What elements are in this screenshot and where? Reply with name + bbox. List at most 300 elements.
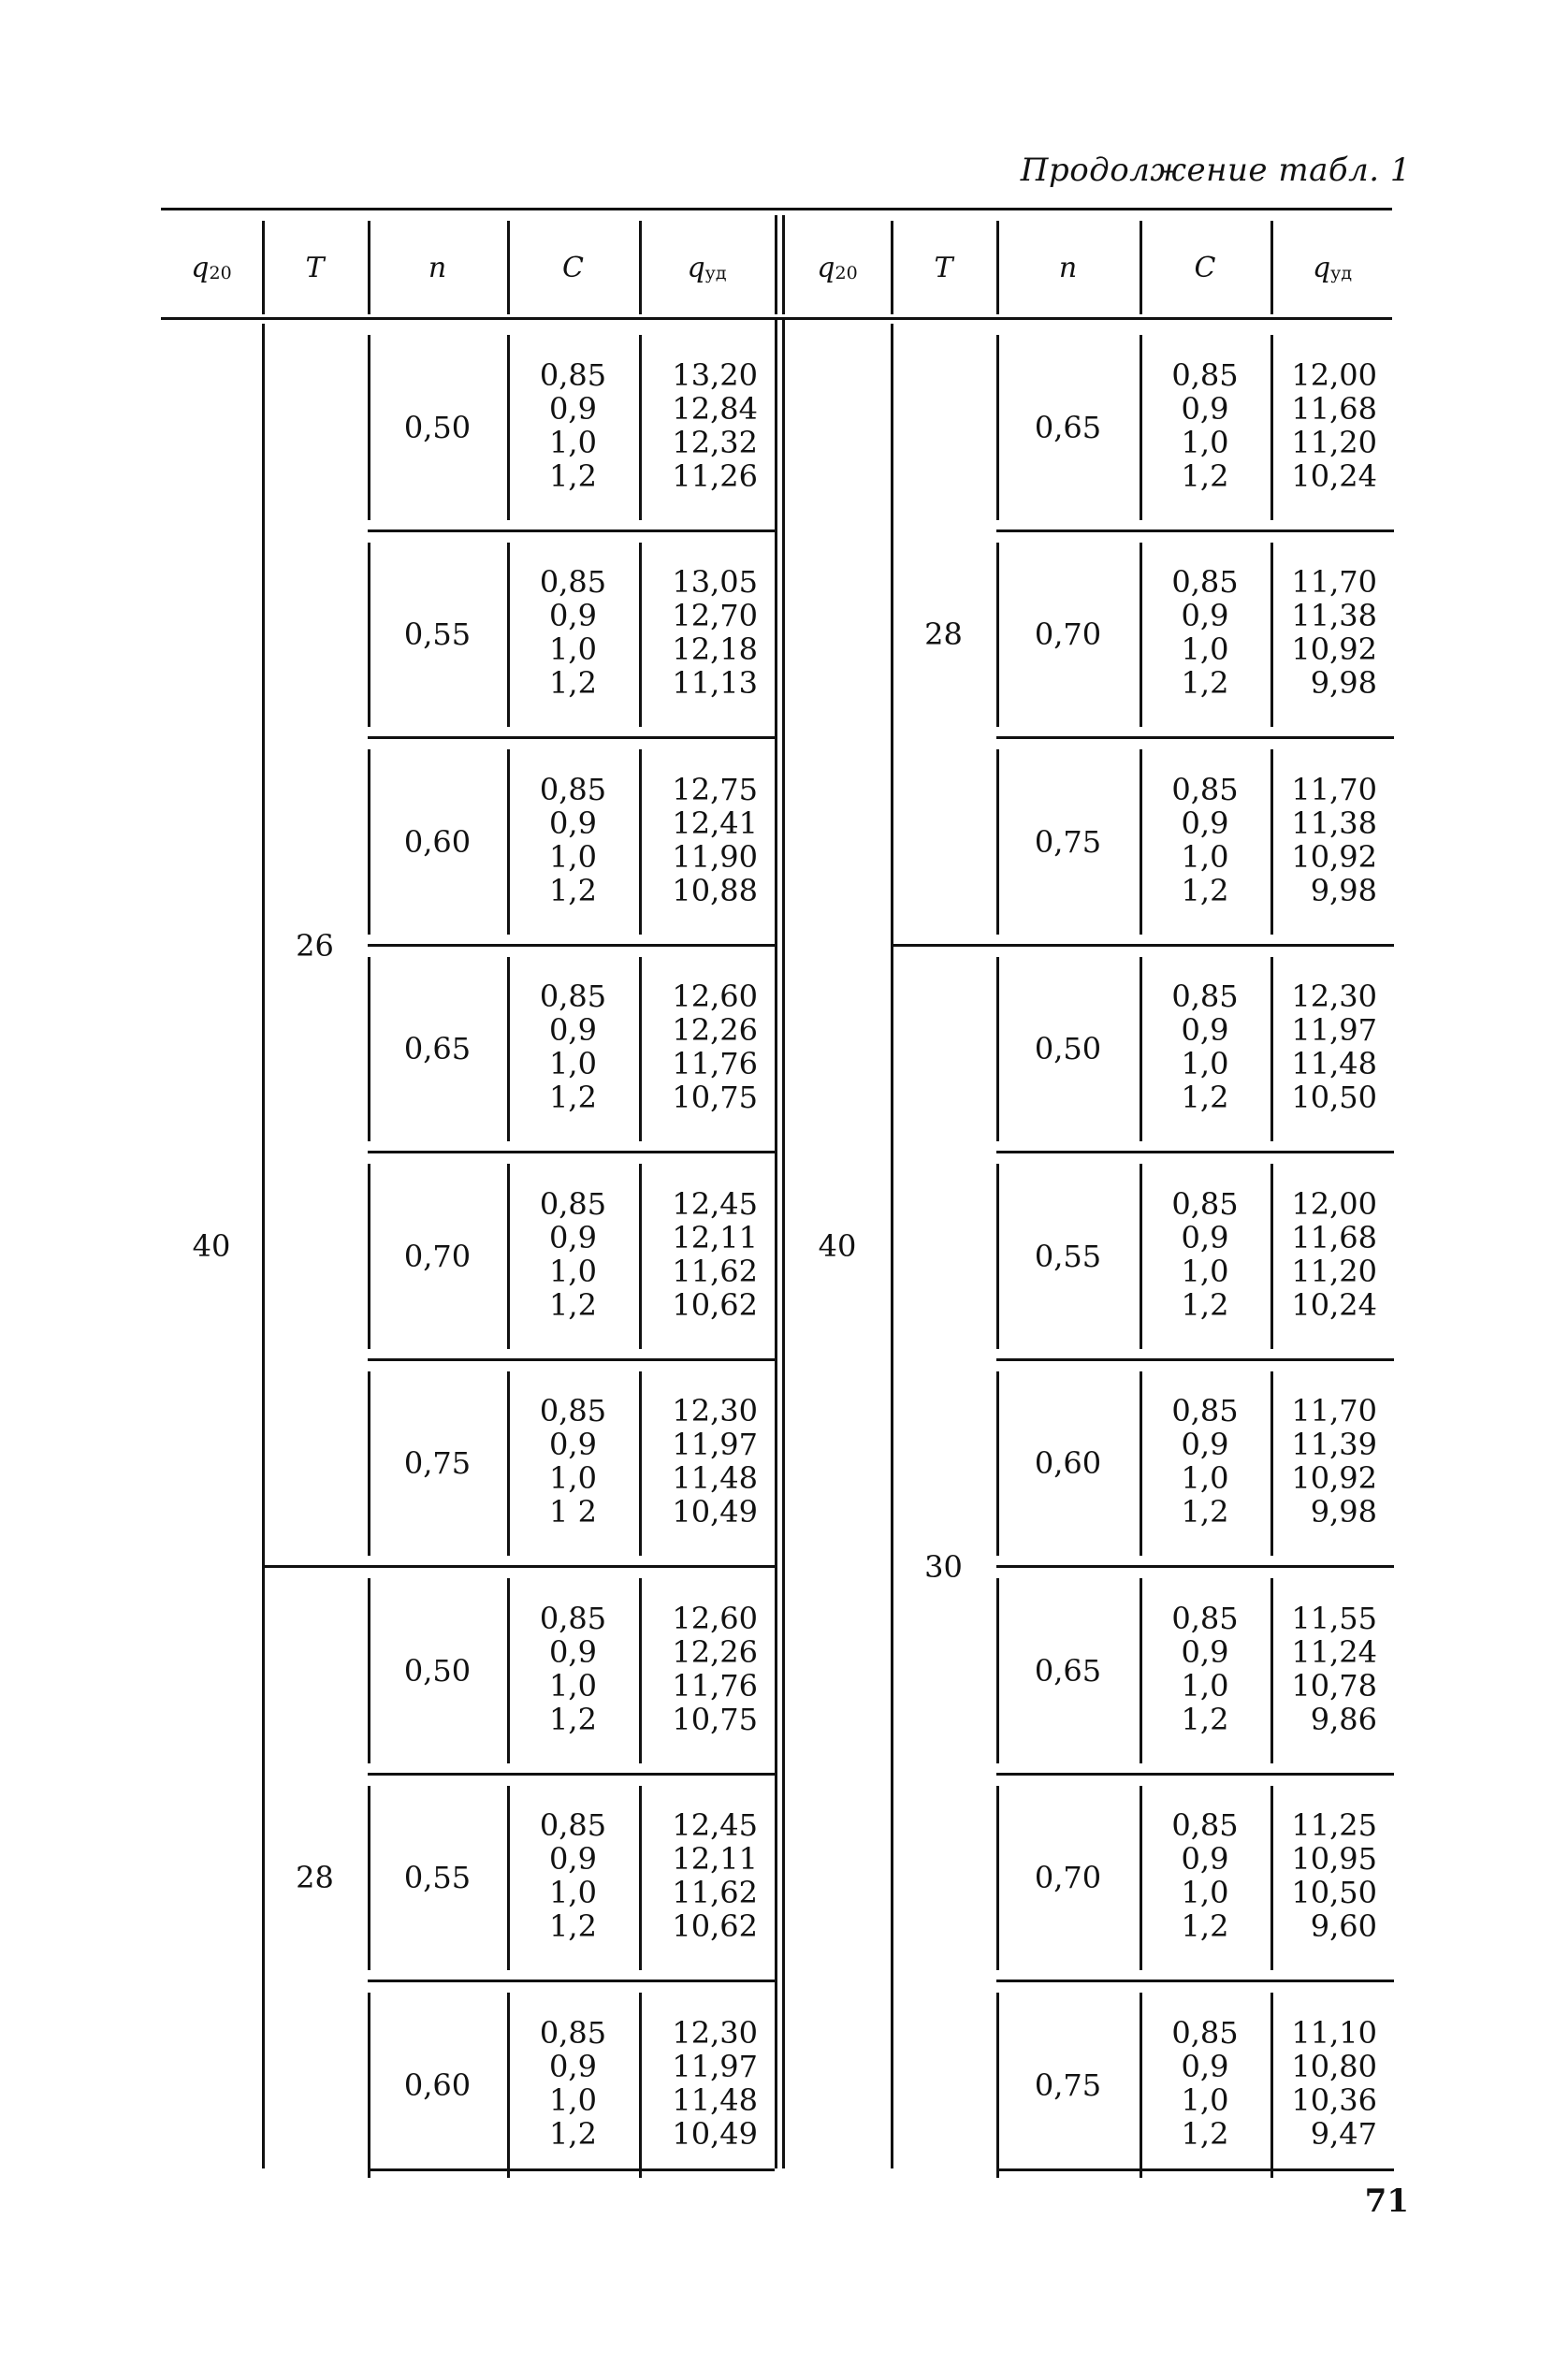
C-value: 1,0 xyxy=(1181,838,1229,875)
C-value: 1,0 xyxy=(1181,1667,1229,1704)
C-value: 1,2 xyxy=(1181,1494,1229,1530)
C-value: 1,0 xyxy=(1181,1875,1229,1911)
T-column-divider xyxy=(891,324,893,2168)
row-divider xyxy=(1270,335,1273,520)
n-value: 0,75 xyxy=(1034,823,1102,860)
C-values xyxy=(1140,1987,1270,2180)
C-value: 0,9 xyxy=(549,1633,597,1670)
qud-values xyxy=(639,951,775,1144)
row-divider xyxy=(996,1164,999,1349)
C-value: 1,2 xyxy=(549,1908,597,1945)
qud-value: 12,30 xyxy=(672,2014,758,2051)
qud-value: 10,78 xyxy=(1291,1667,1377,1704)
C-values xyxy=(507,1158,639,1351)
C-value: 0,85 xyxy=(539,2014,607,2051)
qud-value: 11,13 xyxy=(672,665,758,702)
header-symbol: T xyxy=(934,251,953,284)
row-divider xyxy=(996,1371,999,1557)
qud-values xyxy=(1270,1158,1394,1351)
qud-value: 12,30 xyxy=(1291,979,1377,1015)
qud-value: 13,20 xyxy=(672,356,758,393)
T-column-divider xyxy=(262,324,265,2168)
qud-value: 9,98 xyxy=(1310,1494,1377,1530)
qud-value: 11,55 xyxy=(1291,1600,1377,1636)
C-value: 0,9 xyxy=(1181,805,1229,841)
C-value: 1,0 xyxy=(549,1253,597,1289)
C-values xyxy=(507,537,639,730)
C-value: 0,85 xyxy=(539,1185,607,1222)
C-value: 0,9 xyxy=(549,1841,597,1878)
C-value: 0,85 xyxy=(539,356,607,393)
qud-value: 11,48 xyxy=(672,2081,758,2118)
header-divider xyxy=(368,221,370,314)
row-separator xyxy=(996,1151,1394,1153)
row-divider xyxy=(639,957,642,1142)
right-q20-value: 40 xyxy=(818,1228,857,1264)
C-value: 0,9 xyxy=(1181,598,1229,634)
C-value: 1,2 xyxy=(549,1080,597,1116)
C-value: 0,85 xyxy=(1171,2014,1239,2051)
row-divider xyxy=(1140,335,1142,520)
header-divider xyxy=(1270,221,1273,314)
qud-value: 10,92 xyxy=(1291,631,1377,668)
qud-value: 12,26 xyxy=(672,1012,758,1049)
qud-value: 11,38 xyxy=(1291,598,1377,634)
left-header-C xyxy=(507,221,639,314)
qud-value: 12,60 xyxy=(672,979,758,1015)
row-divider xyxy=(368,957,370,1142)
qud-value: 12,00 xyxy=(1291,1185,1377,1222)
right-header-qud xyxy=(1270,221,1394,314)
qud-value: 12,11 xyxy=(672,1219,758,1255)
qud-values xyxy=(1270,537,1394,730)
C-value: 0,85 xyxy=(1171,356,1239,393)
qud-value: 11,25 xyxy=(1291,1807,1377,1844)
right-header-q20 xyxy=(784,221,891,314)
row-separator xyxy=(996,1358,1394,1361)
C-values xyxy=(507,1366,639,1559)
C-value: 0,9 xyxy=(1181,1633,1229,1670)
header-symbol: q xyxy=(687,251,705,284)
n-value: 0,70 xyxy=(1034,616,1102,653)
n-value: 0,65 xyxy=(403,1031,472,1067)
C-value: 0,85 xyxy=(1171,1600,1239,1636)
C-value: 1,0 xyxy=(549,631,597,668)
row-divider xyxy=(507,543,510,728)
qud-value: 12,84 xyxy=(672,390,758,427)
C-value: 0,85 xyxy=(1171,564,1239,601)
C-values xyxy=(1140,537,1270,730)
right-header-n xyxy=(996,221,1140,314)
qud-value: 9,47 xyxy=(1310,2115,1377,2152)
row-divider xyxy=(1270,1371,1273,1557)
C-value: 1,0 xyxy=(1181,1253,1229,1289)
C-value: 1,2 xyxy=(1181,457,1229,494)
C-values xyxy=(1140,1366,1270,1559)
n-value: 0,55 xyxy=(403,1860,472,1896)
row-separator xyxy=(996,736,1394,739)
header-divider xyxy=(262,221,265,314)
qud-values xyxy=(639,1158,775,1351)
qud-value: 9,60 xyxy=(1310,1908,1377,1945)
qud-values xyxy=(639,744,775,936)
row-divider xyxy=(1270,543,1273,728)
row-divider xyxy=(507,749,510,935)
C-value: 1,2 xyxy=(1181,872,1229,908)
qud-values xyxy=(639,1573,775,1765)
C-value: 1,0 xyxy=(549,1875,597,1911)
qud-value: 11,97 xyxy=(1291,1012,1377,1049)
right-header-T xyxy=(891,221,996,314)
row-divider xyxy=(507,1786,510,1971)
C-value: 0,85 xyxy=(539,1600,607,1636)
qud-value: 11,70 xyxy=(1291,564,1377,601)
n-value: 0,50 xyxy=(403,409,472,445)
row-divider xyxy=(639,1786,642,1971)
row-divider xyxy=(507,1164,510,1349)
left-header-qud xyxy=(639,221,775,314)
header-symbol: q xyxy=(191,251,210,284)
qud-value: 10,50 xyxy=(1291,1080,1377,1116)
C-value: 1,2 xyxy=(549,2115,597,2152)
header-symbol: q xyxy=(1312,251,1331,284)
qud-value: 11,76 xyxy=(672,1046,758,1082)
center-double-divider xyxy=(775,320,777,2168)
C-values xyxy=(507,1987,639,2180)
qud-value: 11,48 xyxy=(672,1460,758,1497)
qud-value: 12,32 xyxy=(672,424,758,460)
C-value: 1,0 xyxy=(549,1460,597,1497)
qud-values xyxy=(1270,744,1394,936)
table-bottom-rule xyxy=(368,2168,775,2171)
C-value: 0,85 xyxy=(539,1807,607,1844)
header-symbol: C xyxy=(1194,251,1216,284)
C-value: 0,9 xyxy=(549,1427,597,1463)
C-value: 1 2 xyxy=(549,1494,597,1530)
left-T-group-0: 26 xyxy=(296,927,334,964)
row-divider xyxy=(1140,1578,1142,1763)
qud-value: 10,88 xyxy=(672,872,758,908)
C-values xyxy=(1140,1780,1270,1973)
C-value: 1,2 xyxy=(549,872,597,908)
row-divider xyxy=(1140,1164,1142,1349)
C-values xyxy=(1140,1158,1270,1351)
qud-values xyxy=(1270,1573,1394,1765)
right-T-group-0: 28 xyxy=(924,616,963,653)
header-symbol: C xyxy=(562,251,584,284)
qud-value: 10,36 xyxy=(1291,2081,1377,2118)
n-value: 0,55 xyxy=(1034,1238,1102,1274)
qud-value: 10,80 xyxy=(1291,2048,1377,2084)
table-continuation-caption: Продолжение табл. 1 xyxy=(1020,152,1411,189)
C-value: 0,85 xyxy=(1171,1807,1239,1844)
row-divider xyxy=(1270,957,1273,1142)
qud-value: 10,49 xyxy=(672,1494,758,1530)
row-divider xyxy=(996,749,999,935)
row-divider xyxy=(639,1993,642,2178)
qud-value: 11,20 xyxy=(1291,424,1377,460)
C-value: 1,0 xyxy=(549,838,597,875)
C-value: 1,2 xyxy=(1181,1286,1229,1323)
C-value: 0,85 xyxy=(539,1393,607,1429)
qud-value: 11,20 xyxy=(1291,1253,1377,1289)
n-value: 0,70 xyxy=(1034,1860,1102,1896)
qud-values xyxy=(1270,329,1394,522)
table-top-rule xyxy=(161,208,1392,210)
row-divider xyxy=(1270,1993,1273,2178)
table-bottom-rule xyxy=(996,2168,1394,2171)
row-divider xyxy=(996,335,999,520)
C-value: 0,9 xyxy=(549,1012,597,1049)
C-values xyxy=(507,1573,639,1765)
qud-values xyxy=(639,329,775,522)
qud-value: 10,92 xyxy=(1291,1460,1377,1497)
qud-value: 10,49 xyxy=(672,2115,758,2152)
row-divider xyxy=(639,1371,642,1557)
row-divider xyxy=(996,957,999,1142)
C-value: 0,85 xyxy=(1171,771,1239,807)
n-value: 0,50 xyxy=(403,1652,472,1689)
row-divider xyxy=(507,1578,510,1763)
left-q20-value: 40 xyxy=(192,1228,231,1264)
row-separator xyxy=(996,1980,1394,1982)
qud-value: 12,75 xyxy=(672,771,758,807)
C-value: 0,85 xyxy=(1171,1393,1239,1429)
qud-value: 12,11 xyxy=(672,1841,758,1878)
center-double-divider xyxy=(782,320,785,2168)
qud-value: 11,39 xyxy=(1291,1427,1377,1463)
header-symbol: T xyxy=(305,251,325,284)
header-divider xyxy=(891,221,893,314)
C-value: 1,2 xyxy=(1181,665,1229,702)
row-divider xyxy=(507,957,510,1142)
left-header-T xyxy=(262,221,368,314)
C-value: 1,0 xyxy=(549,1667,597,1704)
C-value: 1,0 xyxy=(549,424,597,460)
qud-value: 12,00 xyxy=(1291,356,1377,393)
qud-value: 11,68 xyxy=(1291,390,1377,427)
row-separator xyxy=(368,944,775,947)
C-value: 1,2 xyxy=(1181,1080,1229,1116)
row-divider xyxy=(996,1578,999,1763)
row-divider xyxy=(1140,749,1142,935)
C-value: 1,2 xyxy=(549,665,597,702)
qud-value: 11,68 xyxy=(1291,1219,1377,1255)
C-values xyxy=(1140,744,1270,936)
row-divider xyxy=(1270,1786,1273,1971)
row-divider xyxy=(1140,543,1142,728)
C-value: 1,2 xyxy=(549,1286,597,1323)
C-value: 1,0 xyxy=(1181,424,1229,460)
C-value: 0,85 xyxy=(1171,979,1239,1015)
qud-value: 11,97 xyxy=(672,1427,758,1463)
C-value: 1,2 xyxy=(549,1701,597,1737)
left-header-n xyxy=(368,221,507,314)
row-divider xyxy=(507,1371,510,1557)
qud-value: 10,75 xyxy=(672,1701,758,1737)
qud-value: 12,60 xyxy=(672,1600,758,1636)
C-value: 0,9 xyxy=(1181,2048,1229,2084)
n-value: 0,70 xyxy=(403,1238,472,1274)
row-divider xyxy=(368,543,370,728)
page-number: 71 xyxy=(1364,2183,1409,2220)
header-symbol: q xyxy=(817,251,835,284)
C-value: 0,85 xyxy=(539,564,607,601)
header-subscript: 20 xyxy=(209,263,232,283)
C-value: 1,0 xyxy=(1181,2081,1229,2118)
C-value: 1,0 xyxy=(1181,1046,1229,1082)
row-separator xyxy=(368,529,775,532)
row-divider xyxy=(639,543,642,728)
row-divider xyxy=(1140,1371,1142,1557)
qud-values xyxy=(1270,1987,1394,2180)
row-separator xyxy=(368,1358,775,1361)
qud-value: 11,10 xyxy=(1291,2014,1377,2051)
row-divider xyxy=(1140,957,1142,1142)
row-divider xyxy=(368,1164,370,1349)
C-value: 0,9 xyxy=(1181,1427,1229,1463)
qud-value: 12,41 xyxy=(672,805,758,841)
C-value: 1,0 xyxy=(549,1046,597,1082)
n-value: 0,50 xyxy=(1034,1031,1102,1067)
row-divider xyxy=(639,335,642,520)
row-divider xyxy=(1270,1578,1273,1763)
qud-value: 11,26 xyxy=(672,457,758,494)
C-value: 0,85 xyxy=(1171,1185,1239,1222)
row-divider xyxy=(1140,1993,1142,2178)
qud-values xyxy=(1270,1780,1394,1973)
group-separator xyxy=(262,1565,775,1568)
header-subscript: уд xyxy=(704,263,727,283)
C-value: 0,9 xyxy=(549,2048,597,2084)
n-value: 0,55 xyxy=(403,616,472,653)
row-divider xyxy=(507,335,510,520)
qud-value: 12,26 xyxy=(672,1633,758,1670)
C-value: 1,2 xyxy=(1181,1908,1229,1945)
qud-values xyxy=(639,537,775,730)
C-value: 1,0 xyxy=(1181,1460,1229,1497)
row-divider xyxy=(368,1371,370,1557)
C-value: 0,9 xyxy=(1181,1012,1229,1049)
qud-values xyxy=(639,1780,775,1973)
qud-value: 11,62 xyxy=(672,1875,758,1911)
qud-value: 10,62 xyxy=(672,1908,758,1945)
qud-value: 12,18 xyxy=(672,631,758,668)
n-value: 0,65 xyxy=(1034,1652,1102,1689)
n-value: 0,65 xyxy=(1034,409,1102,445)
row-divider xyxy=(996,543,999,728)
row-divider xyxy=(639,1578,642,1763)
C-value: 1,2 xyxy=(1181,1701,1229,1737)
qud-value: 11,97 xyxy=(672,2048,758,2084)
row-divider xyxy=(639,1164,642,1349)
qud-value: 13,05 xyxy=(672,564,758,601)
qud-value: 11,38 xyxy=(1291,805,1377,841)
C-values xyxy=(1140,1573,1270,1765)
C-value: 1,2 xyxy=(549,457,597,494)
row-separator xyxy=(996,1565,1394,1568)
header-symbol: n xyxy=(428,251,447,284)
row-divider xyxy=(368,1578,370,1763)
C-value: 0,9 xyxy=(1181,1841,1229,1878)
qud-value: 11,24 xyxy=(1291,1633,1377,1670)
header-divider xyxy=(1140,221,1142,314)
qud-value: 11,62 xyxy=(672,1253,758,1289)
left-header-q20 xyxy=(161,221,262,314)
qud-value: 9,86 xyxy=(1310,1701,1377,1737)
qud-value: 12,45 xyxy=(672,1185,758,1222)
C-values xyxy=(507,951,639,1144)
header-symbol: n xyxy=(1058,251,1078,284)
qud-value: 10,50 xyxy=(1291,1875,1377,1911)
row-divider xyxy=(368,749,370,935)
header-divider xyxy=(996,221,999,314)
C-values xyxy=(507,744,639,936)
header-subscript: уд xyxy=(1330,263,1353,283)
C-value: 0,9 xyxy=(1181,1219,1229,1255)
C-values xyxy=(507,1780,639,1973)
header-divider xyxy=(639,221,642,314)
n-value: 0,60 xyxy=(1034,1445,1102,1482)
n-value: 0,75 xyxy=(1034,2067,1102,2103)
group-separator xyxy=(891,944,1394,947)
C-value: 1,0 xyxy=(549,2081,597,2118)
qud-value: 10,75 xyxy=(672,1080,758,1116)
qud-value: 10,24 xyxy=(1291,1286,1377,1323)
qud-value: 11,76 xyxy=(672,1667,758,1704)
qud-value: 10,92 xyxy=(1291,838,1377,875)
row-separator xyxy=(368,1151,775,1153)
row-separator xyxy=(368,1980,775,1982)
row-separator xyxy=(996,1773,1394,1776)
qud-value: 11,90 xyxy=(672,838,758,875)
row-divider xyxy=(996,1993,999,2178)
qud-value: 12,30 xyxy=(672,1393,758,1429)
qud-value: 11,48 xyxy=(1291,1046,1377,1082)
row-divider xyxy=(368,1993,370,2178)
n-value: 0,75 xyxy=(403,1445,472,1482)
row-divider xyxy=(639,749,642,935)
C-value: 0,9 xyxy=(549,598,597,634)
row-divider xyxy=(1270,749,1273,935)
qud-value: 12,45 xyxy=(672,1807,758,1844)
center-double-divider xyxy=(782,215,785,314)
qud-value: 9,98 xyxy=(1310,665,1377,702)
C-values xyxy=(1140,951,1270,1144)
C-value: 0,9 xyxy=(549,1219,597,1255)
qud-value: 9,98 xyxy=(1310,872,1377,908)
header-divider xyxy=(507,221,510,314)
row-divider xyxy=(1140,1786,1142,1971)
C-value: 0,85 xyxy=(539,771,607,807)
row-divider xyxy=(1270,1164,1273,1349)
right-header-C xyxy=(1140,221,1270,314)
row-separator xyxy=(996,529,1394,532)
qud-values xyxy=(1270,1366,1394,1559)
row-divider xyxy=(507,1993,510,2178)
qud-value: 10,24 xyxy=(1291,457,1377,494)
row-divider xyxy=(368,335,370,520)
C-value: 1,0 xyxy=(1181,631,1229,668)
C-values xyxy=(507,329,639,522)
qud-value: 10,95 xyxy=(1291,1841,1377,1878)
n-value: 0,60 xyxy=(403,823,472,860)
C-value: 0,9 xyxy=(549,390,597,427)
qud-value: 12,70 xyxy=(672,598,758,634)
n-value: 0,60 xyxy=(403,2067,472,2103)
qud-values xyxy=(1270,951,1394,1144)
row-separator xyxy=(368,736,775,739)
